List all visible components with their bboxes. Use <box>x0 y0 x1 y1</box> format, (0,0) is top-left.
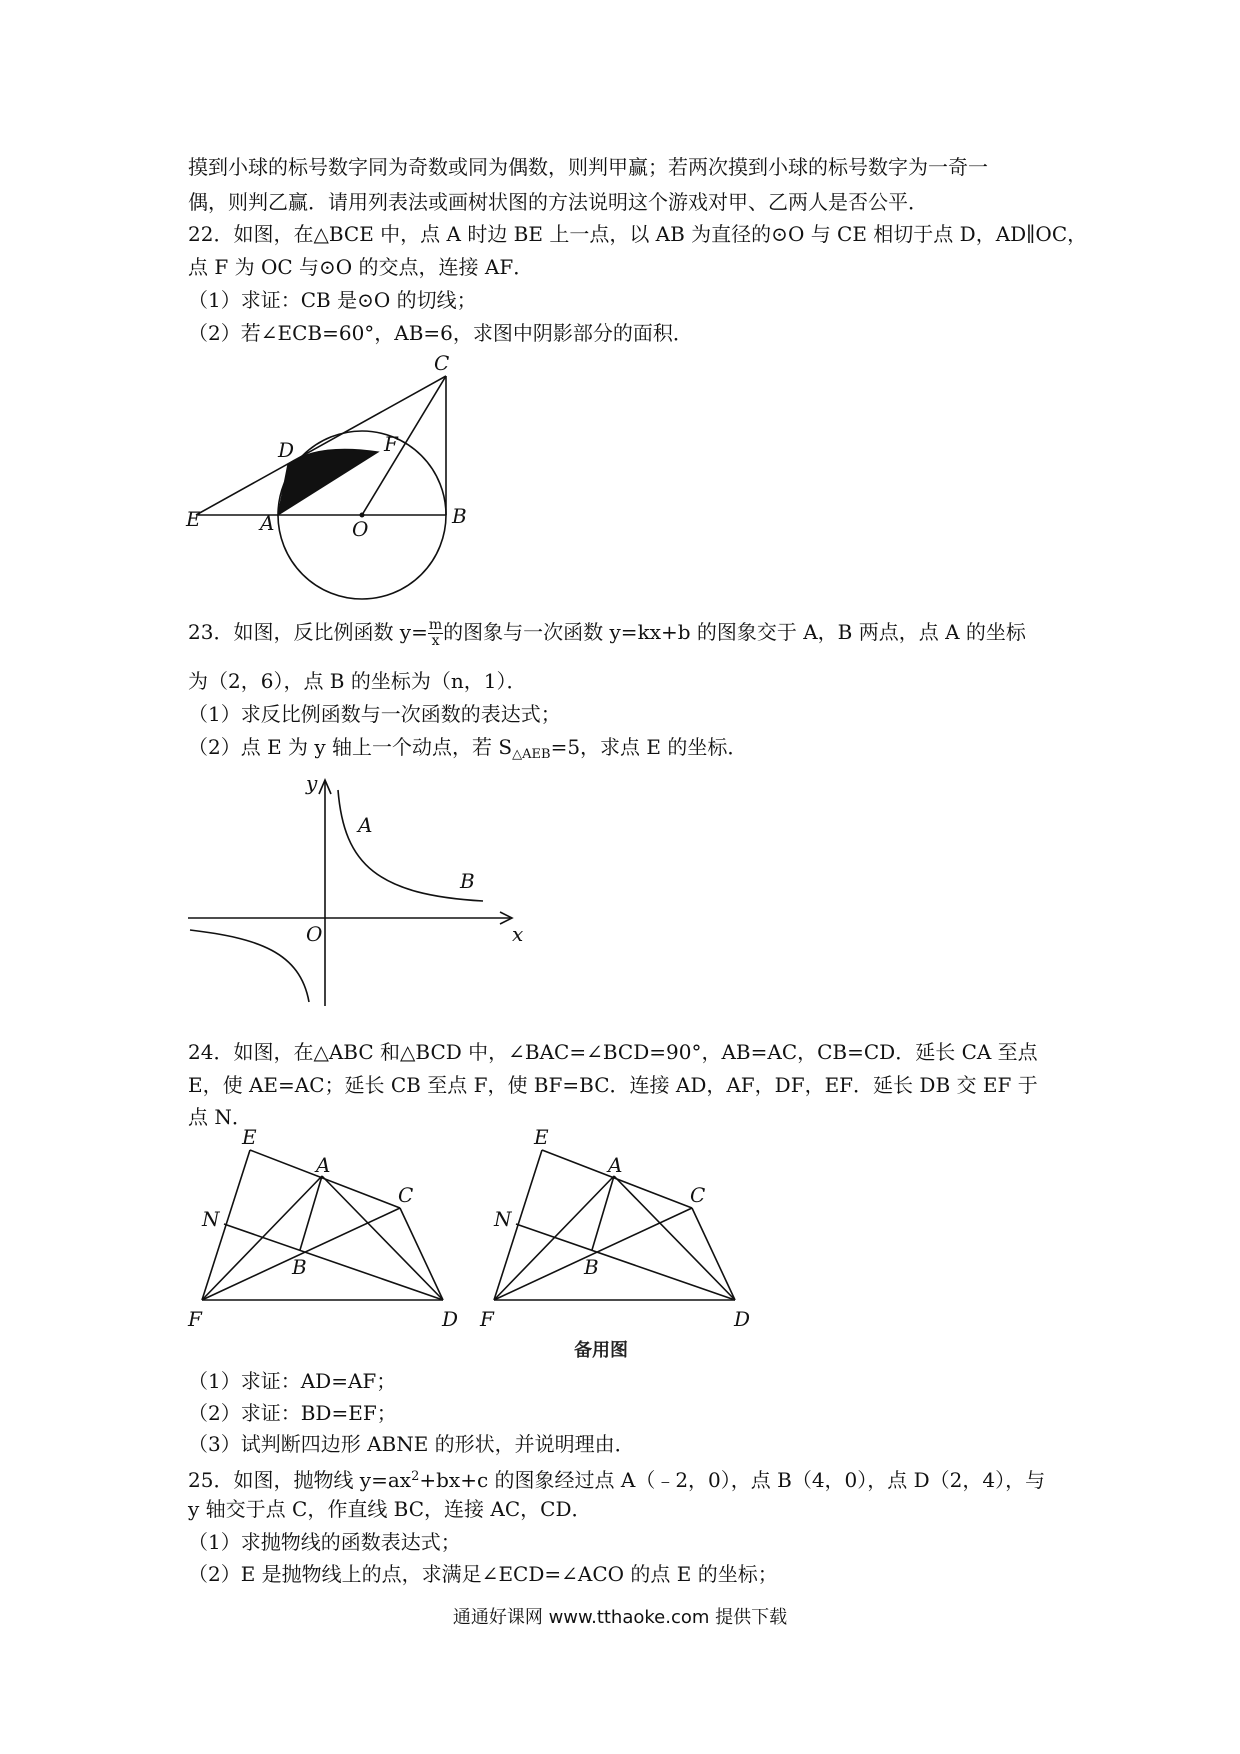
q24-diagram <box>188 1125 468 1331</box>
label-c: C <box>398 1183 414 1207</box>
label-x: x <box>512 922 524 946</box>
q22-diagram <box>188 348 478 600</box>
label-n: N <box>494 1207 512 1231</box>
segment-dc <box>400 1208 443 1300</box>
q23-part-1: （1）求反比例函数与一次函数的表达式； <box>188 702 561 726</box>
label-o: O <box>306 922 323 946</box>
q22-figure <box>188 348 478 600</box>
segment-fc <box>494 1208 692 1300</box>
label-d: D <box>278 438 295 462</box>
label-c: C <box>434 351 450 375</box>
q24-stem-line-2: E，使 AE=AC；延长 CB 至点 F，使 BF=BC．连接 AD，AF，DF，EF．延长 DB 交 EF 于 <box>188 1073 1038 1097</box>
q23-part-2 <box>188 734 747 768</box>
q24-part-2: （2）求证：BD=EF； <box>188 1401 397 1425</box>
label-b: B <box>584 1255 599 1279</box>
label-a: A <box>316 1153 331 1177</box>
label-f: F <box>188 1307 202 1331</box>
label-e: E <box>242 1125 257 1149</box>
q22-part-1: （1）求证：CB 是⊙O 的切线； <box>188 288 477 312</box>
q23-stem-line-2: 为（2，6），点 B 的坐标为（n，1）． <box>188 669 527 693</box>
segment-oc <box>362 376 446 515</box>
q22-part-2: （2）若∠ECB=60°，AB=6，求图中阴影部分的面积． <box>188 321 693 345</box>
label-d: D <box>442 1307 459 1331</box>
segment-fc <box>202 1208 400 1300</box>
label-a: A <box>358 813 373 837</box>
q22-stem-line-2: 点 F 为 OC 与⊙O 的交点，连接 AF． <box>188 255 534 279</box>
q23-graph <box>188 770 528 1010</box>
q25-stem-line-2: y 轴交于点 C，作直线 BC，连接 AC，CD． <box>188 1497 592 1521</box>
fraction-denominator: x <box>431 633 440 649</box>
label-a: A <box>260 511 275 535</box>
fraction-numerator: m <box>428 617 443 633</box>
q23-text-a: 23．如图，反比例函数 y= <box>188 620 428 644</box>
label-a: A <box>608 1153 623 1177</box>
q23-p2-text-a: （2）点 E 为 y 轴上一个动点，若 S <box>188 735 513 759</box>
label-o: O <box>352 517 369 541</box>
label-e: E <box>186 507 201 531</box>
q23-stem-line-1 <box>188 618 1026 649</box>
q24-stem-line-3: 点 N． <box>188 1105 252 1129</box>
page-footer: 通通好课网 www.tthaoke.com 提供下载 <box>452 1607 788 1628</box>
q24-figure-spare <box>480 1125 760 1366</box>
label-c: C <box>690 1183 706 1207</box>
curve-branch-2 <box>190 930 309 1002</box>
label-d: D <box>734 1307 751 1331</box>
text-line: 偶，则判乙赢．请用列表法或画树状图的方法说明这个游戏对甲、乙两人是否公平． <box>188 190 928 214</box>
label-f: F <box>480 1307 494 1331</box>
q22-stem-line-1: 22．如图，在△BCE 中，点 A 时边 BE 上一点，以 AB 为直径的⊙O 与 CE 相切于点 D，AD∥OC， <box>188 222 1088 246</box>
q25-part-2: （2）E 是抛物线上的点，求满足∠ECD=∠ACO 的点 E 的坐标； <box>188 1562 778 1586</box>
text-line: 摸到小球的标号数字同为奇数或同为偶数，则判甲赢；若两次摸到小球的标号数字为一奇一 <box>188 155 988 179</box>
q25-text-a: 25．如图，抛物线 y=ax <box>188 1468 412 1492</box>
q24-figure-main <box>188 1125 468 1331</box>
segment-ad <box>614 1176 735 1300</box>
label-b: B <box>452 504 467 528</box>
q25-text-b: +bx+c 的图象经过点 A（﹣2，0），点 B（4，0），点 D（2，4），与 <box>419 1468 1046 1492</box>
segment-nd <box>516 1224 735 1300</box>
q24-stem-line-1: 24．如图，在△ABC 和△BCD 中，∠BAC=∠BCD=90°，AB=AC，CB=CD．延长 CA 至点 <box>188 1040 1038 1064</box>
spare-figure-caption: 备用图 <box>574 1340 628 1361</box>
fraction <box>428 618 443 649</box>
q24-spare-diagram <box>480 1125 760 1366</box>
label-b: B <box>292 1255 307 1279</box>
q24-part-3: （3）试判断四边形 ABNE 的形状，并说明理由． <box>188 1432 635 1456</box>
q23-p2-subscript: △AEB <box>512 747 551 762</box>
segment-dc <box>692 1208 735 1300</box>
label-f: F <box>384 432 398 456</box>
segment-nd <box>224 1224 443 1300</box>
label-n: N <box>202 1207 220 1231</box>
label-b: B <box>460 869 475 893</box>
segment-ad <box>322 1176 443 1300</box>
q25-part-1: （1）求抛物线的函数表达式； <box>188 1530 461 1554</box>
q23-figure <box>188 770 528 1010</box>
q23-p2-text-b: =5，求点 E 的坐标． <box>550 735 748 759</box>
q25-stem-line-1 <box>188 1464 1045 1493</box>
q25-superscript: 2 <box>411 1469 420 1484</box>
label-e: E <box>534 1125 549 1149</box>
q24-part-1: （1）求证：AD=AF； <box>188 1369 397 1393</box>
q23-text-b: 的图象与一次函数 y=kx+b 的图象交于 A，B 两点，点 A 的坐标 <box>443 620 1026 644</box>
label-y: y <box>306 771 318 795</box>
